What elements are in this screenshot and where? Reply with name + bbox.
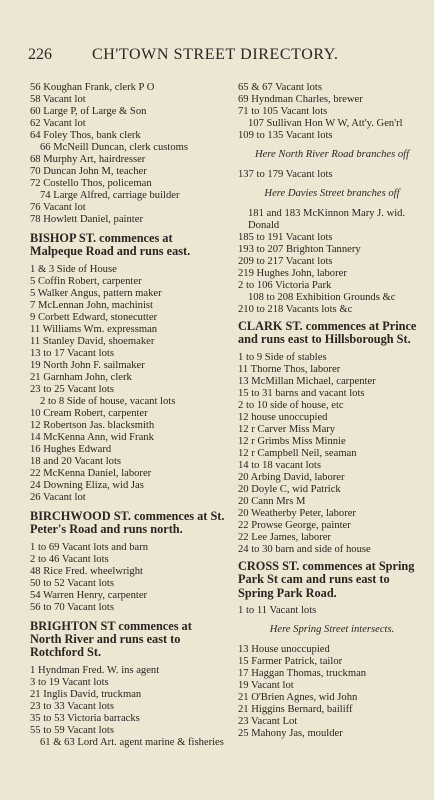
directory-entry: 22 McKenna Daniel, laborer bbox=[30, 467, 152, 479]
directory-entry: 13 McMillan Michael, carpenter bbox=[238, 375, 376, 387]
directory-entry: 21 Higgins Bernard, bailiff bbox=[238, 704, 353, 716]
directory-entry: 11 Williams Wm. expressman bbox=[30, 323, 158, 335]
page-number: 226 bbox=[28, 46, 52, 63]
directory-entry: 20 Doyle C, wid Patrick bbox=[238, 483, 341, 495]
listing-group bbox=[30, 82, 226, 226]
directory-entry: 16 Hughes Edward bbox=[30, 443, 112, 455]
directory-entry: 23 to 25 Vacant lots bbox=[30, 383, 114, 395]
directory-entry: 14 McKenna Ann, wid Frank bbox=[30, 431, 154, 443]
directory-entry: 26 Vacant lot bbox=[30, 491, 86, 503]
directory-entry: 2 to 46 Vacant lots bbox=[30, 553, 109, 565]
directory-entry: 193 to 207 Brighton Tannery bbox=[238, 244, 361, 255]
directory-entry: 185 to 191 Vacant lots bbox=[238, 232, 333, 243]
directory-entry: 23 to 33 Vacant lots bbox=[30, 700, 114, 712]
directory-entry: 66 McNeill Duncan, clerk customs bbox=[40, 142, 188, 153]
directory-entry: 23 Vacant Lot bbox=[238, 716, 298, 728]
directory-entry: 20 Arbing David, laborer bbox=[238, 471, 345, 483]
directory-entry: 48 Rice Fred. wheelwright bbox=[30, 565, 143, 577]
directory-entry: 137 to 179 Vacant lots bbox=[238, 169, 333, 180]
directory-entry: 219 Hughes John, laborer bbox=[238, 268, 347, 279]
directory-entry: 65 & 67 Vacant lots bbox=[238, 82, 322, 93]
directory-entry: 181 and 183 McKinnon Mary J. wid. Donald bbox=[248, 208, 406, 231]
directory-entry: 20 Cann Mrs M bbox=[238, 495, 306, 507]
listing-group bbox=[238, 644, 426, 740]
listing-group bbox=[30, 264, 226, 504]
directory-entry: 76 Vacant lot bbox=[30, 202, 86, 213]
directory-entry: 5 Walker Angus, pattern maker bbox=[30, 287, 162, 299]
directory-entry: 70 Duncan John M, teacher bbox=[30, 166, 147, 177]
directory-entry: 12 r Carver Miss Mary bbox=[238, 423, 336, 435]
directory-entry: 18 and 20 Vacant lots bbox=[30, 455, 122, 467]
directory-entry: 11 Thorne Thos, laborer bbox=[238, 363, 341, 375]
directory-entry: 19 North John F. sailmaker bbox=[30, 359, 145, 371]
directory-entry: 7 McLennan John, machinist bbox=[30, 299, 153, 311]
right-column bbox=[238, 82, 426, 740]
directory-entry: 21 O'Brien Agnes, wid John bbox=[238, 692, 358, 704]
directory-entry: 12 r Grimbs Miss Minnie bbox=[238, 435, 346, 447]
directory-entry: 210 to 218 Vacants lots &c bbox=[238, 304, 353, 315]
directory-entry: 24 to 30 barn and side of house bbox=[238, 543, 371, 555]
directory-entry: 50 to 52 Vacant lots bbox=[30, 577, 114, 589]
directory-entry: 22 Lee James, laborer bbox=[238, 531, 331, 543]
directory-entry: 74 Large Alfred, carriage builder bbox=[40, 190, 180, 201]
directory-entry: 3 to 19 Vacant lots bbox=[30, 676, 109, 688]
directory-entry: 17 Haggan Thomas, truckman bbox=[238, 668, 367, 680]
directory-entry: 12 house unoccupied bbox=[238, 411, 328, 423]
directory-entry: 22 Prowse George, painter bbox=[238, 519, 351, 531]
directory-entry: 10 Cream Robert, carpenter bbox=[30, 407, 148, 419]
listing-group bbox=[238, 82, 426, 142]
directory-entry: 209 to 217 Vacant lots bbox=[238, 256, 333, 267]
directory-entry: 1 to 69 Vacant lots and barn bbox=[30, 541, 149, 553]
directory-entry: 54 Warren Henry, carpenter bbox=[30, 589, 148, 601]
directory-entry: 2 to 8 Side of house, vacant lots bbox=[40, 395, 176, 407]
directory-entry: 24 Downing Eliza, wid Jas bbox=[30, 479, 144, 491]
directory-entry: 14 to 18 vacant lots bbox=[238, 459, 321, 471]
directory-entry: 2 to 10 side of house, etc bbox=[238, 399, 344, 411]
directory-entry: 71 to 105 Vacant lots bbox=[238, 106, 328, 117]
directory-entry: 9 Corbett Edward, stonecutter bbox=[30, 311, 158, 323]
directory-entry: 56 Koughan Frank, clerk P O bbox=[30, 82, 155, 93]
directory-entry: 21 Inglis David, truckman bbox=[30, 688, 142, 700]
directory-entry: 56 to 70 Vacant lots bbox=[30, 601, 114, 613]
directory-entry: 68 Murphy Art, hairdresser bbox=[30, 154, 146, 165]
directory-entry: 1 to 11 Vacant lots bbox=[238, 605, 317, 617]
directory-entry: 55 to 59 Vacant lots bbox=[30, 724, 114, 736]
directory-entry: 25 Mahony Jas, moulder bbox=[238, 728, 343, 740]
directory-entry: 11 Stanley David, shoemaker bbox=[30, 335, 155, 347]
listing-group bbox=[30, 542, 226, 614]
directory-entry: 62 Vacant lot bbox=[30, 118, 86, 129]
directory-entry: 12 r Campbell Neil, seaman bbox=[238, 447, 357, 459]
directory-entry: 64 Foley Thos, bank clerk bbox=[30, 130, 141, 141]
directory-entry: 78 Howlett Daniel, painter bbox=[30, 214, 143, 225]
directory-entry: 12 Robertson Jas. blacksmith bbox=[30, 419, 155, 431]
branch-note: Here North River Road branches off bbox=[254, 149, 410, 160]
street-heading-bishop: BISHOP ST. commences at Malpeque Road and runs east. bbox=[30, 231, 191, 259]
directory-entry: 19 Vacant lot bbox=[238, 680, 294, 692]
page-header bbox=[28, 46, 420, 66]
directory-entry: 107 Sullivan Hon W W, Att'y. Gen'rl bbox=[248, 118, 403, 129]
directory-entry: 58 Vacant lot bbox=[30, 94, 86, 105]
intersection-note: Here Spring Street intersects. bbox=[269, 624, 395, 636]
directory-entry: 61 & 63 Lord Art. agent marine & fisheries bbox=[40, 736, 224, 748]
street-heading-birchwood: BIRCHWOOD ST. commences at St. Peter's Road and runs north. bbox=[30, 508, 225, 537]
directory-entry: 15 Farmer Patrick, tailor bbox=[238, 656, 343, 668]
directory-entry: 13 to 17 Vacant lots bbox=[30, 347, 114, 359]
directory-entry: 5 Coffin Robert, carpenter bbox=[30, 275, 142, 287]
street-heading-brighton: BRIGHTON ST commences at North River and runs east to Rotchford St. bbox=[30, 618, 192, 660]
listing-group bbox=[238, 352, 426, 556]
directory-entry: 108 to 208 Exhibition Grounds &c bbox=[248, 292, 396, 303]
branch-note: Here Davies Street branches off bbox=[264, 188, 400, 199]
street-heading-clark: CLARK ST. commences at Prince and runs east to Hillsborough St. bbox=[238, 319, 417, 347]
directory-entry: 1 & 3 Side of House bbox=[30, 263, 117, 275]
directory-entry: 72 Costello Thos, policeman bbox=[30, 178, 152, 189]
listing-group bbox=[30, 665, 226, 749]
directory-entry: 1 Hyndman Fred. W. ins agent bbox=[30, 664, 160, 676]
directory-entry: 15 to 31 barns and vacant lots bbox=[238, 387, 365, 399]
directory-entry: 21 Garnham John, clerk bbox=[30, 371, 132, 383]
street-heading-cross: CROSS ST. commences at Spring Park St cam and runs east to Spring Park Road. bbox=[238, 558, 415, 600]
directory-entry: 35 to 53 Victoria barracks bbox=[30, 712, 140, 724]
page-title: CH'TOWN STREET DIRECTORY. bbox=[92, 46, 339, 63]
directory-entry: 1 to 9 Side of stables bbox=[238, 351, 327, 363]
directory-entry: 69 Hyndman Charles, brewer bbox=[238, 94, 363, 105]
left-column bbox=[30, 82, 226, 749]
directory-entry: 60 Large P, of Large & Son bbox=[30, 106, 147, 117]
directory-entry: 20 Weatherby Peter, laborer bbox=[238, 507, 356, 519]
directory-entry: 109 to 135 Vacant lots bbox=[238, 130, 333, 141]
directory-entry: 13 House unoccupied bbox=[238, 644, 330, 656]
directory-entry: 2 to 106 Victoria Park bbox=[238, 280, 332, 291]
listing-group bbox=[238, 208, 426, 316]
